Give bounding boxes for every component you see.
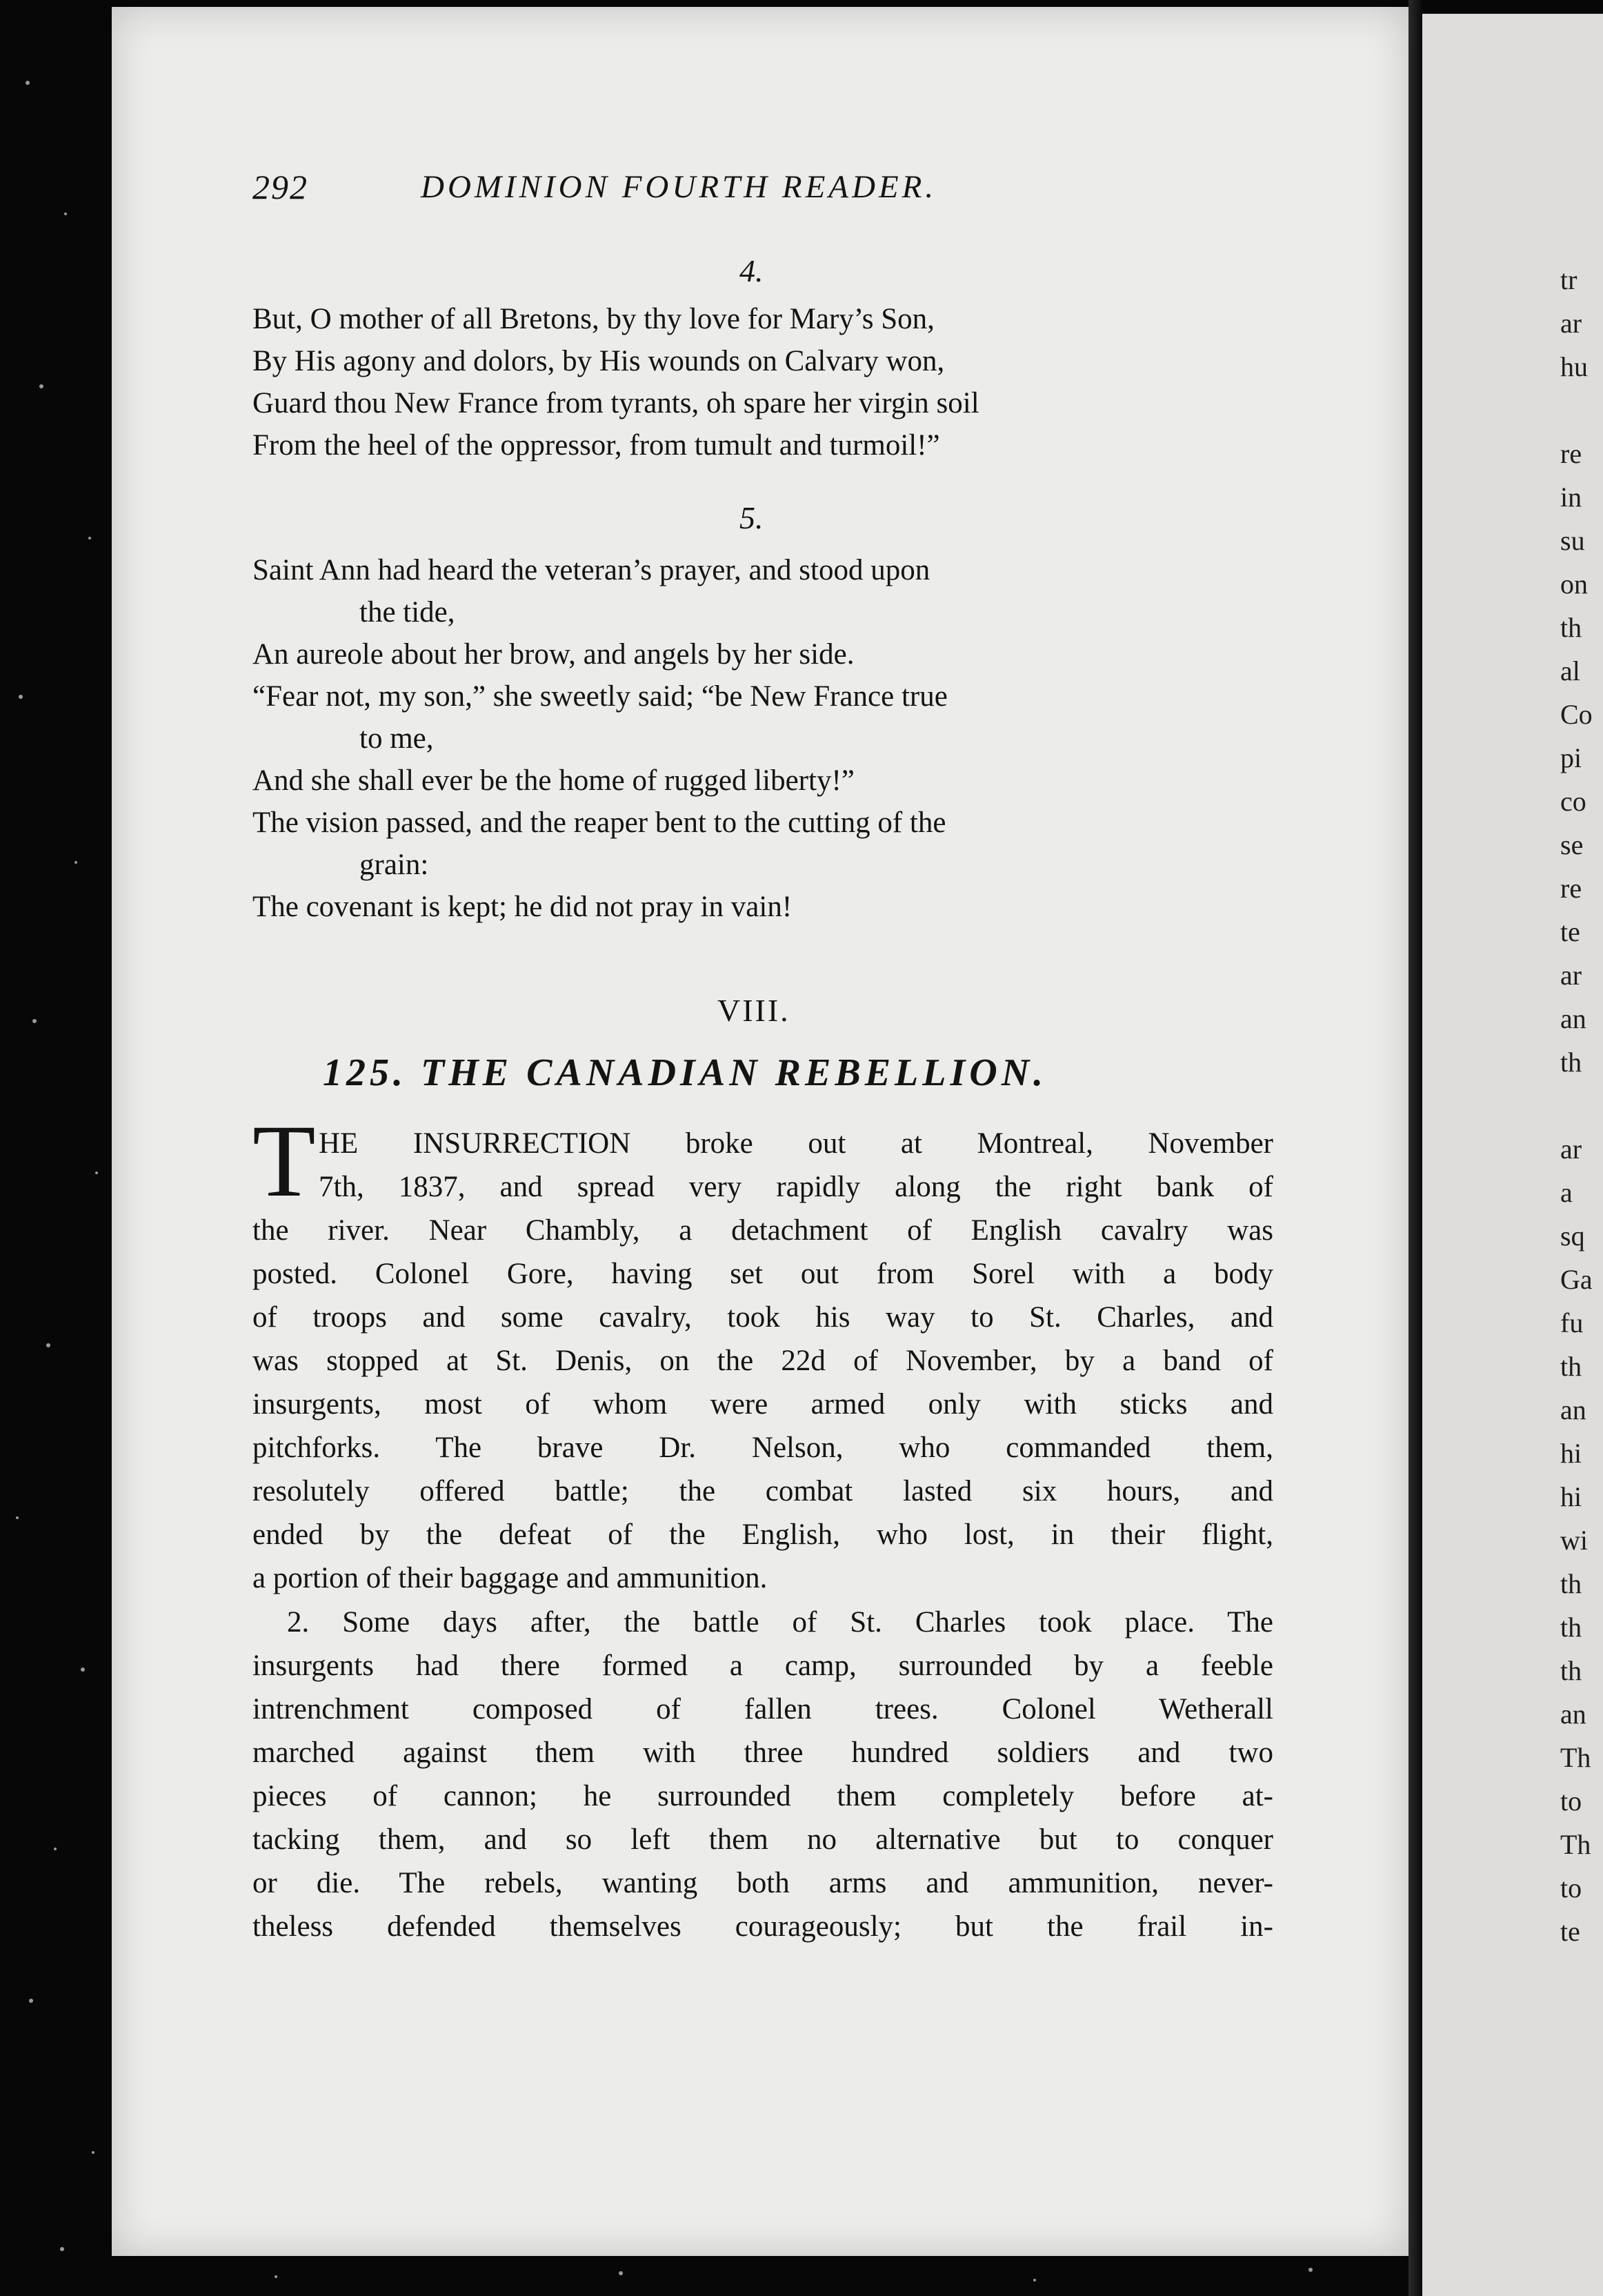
text-line: or die. The rebels, wanting both arms and ammunition, never-	[252, 1867, 1273, 1899]
facing-fragment: th	[1560, 1568, 1582, 1599]
facing-fragment: Ga	[1560, 1264, 1593, 1295]
verse-line: From the heel of the oppressor, from tumult and turmoil!”	[252, 429, 940, 462]
facing-fragment: tr	[1560, 264, 1577, 295]
verse-line: to me,	[359, 722, 434, 755]
facing-fragment: th	[1560, 1351, 1582, 1382]
facing-page-fragments	[1560, 258, 1603, 1953]
facing-fragment: th	[1560, 1612, 1582, 1643]
facing-fragment: Co	[1560, 699, 1593, 730]
facing-fragment: Th	[1560, 1829, 1591, 1860]
paragraph-2	[252, 1601, 1273, 1948]
text-line: marched against them with three hundred soldiers and two	[252, 1736, 1273, 1769]
facing-fragment: an	[1560, 1394, 1586, 1425]
verse-line: By His agony and dolors, by His wounds on Calvary won,	[252, 345, 945, 377]
facing-fragment: hi	[1560, 1481, 1582, 1512]
facing-fragment: su	[1560, 525, 1585, 556]
facing-fragment: fu	[1560, 1307, 1584, 1338]
facing-fragment	[1560, 388, 1603, 432]
facing-fragment: se	[1560, 829, 1584, 860]
text-line: the river. Near Chambly, a detachment of English cavalry was	[252, 1214, 1273, 1247]
facing-fragment: th	[1560, 1655, 1582, 1686]
verse-line: Saint Ann had heard the veteran’s prayer, and stood upon	[252, 554, 930, 586]
facing-fragment: Th	[1560, 1742, 1591, 1773]
facing-fragment: hu	[1560, 351, 1588, 382]
facing-fragment: re	[1560, 873, 1582, 904]
text-line: of troops and some cavalry, took his way to St. Charles, and	[252, 1301, 1273, 1334]
lesson-title: 125. THE CANADIAN REBELLION.	[323, 1051, 1048, 1094]
facing-fragment	[1560, 1084, 1603, 1127]
text-line: theless defended themselves courageously; but the frail in-	[252, 1910, 1273, 1943]
verse-line: And she shall ever be the home of rugged liberty!”	[252, 764, 855, 797]
facing-fragment: an	[1560, 1699, 1586, 1730]
facing-fragment: te	[1560, 916, 1580, 947]
facing-fragment: te	[1560, 1916, 1580, 1947]
verse-line: But, O mother of all Bretons, by thy love for Mary’s Son,	[252, 303, 935, 335]
facing-fragment: sq	[1560, 1220, 1585, 1251]
drop-cap: T	[252, 1104, 316, 1218]
verse-line: grain:	[359, 849, 429, 881]
chapter-number: VIII.	[717, 993, 790, 1028]
text-line: 7th, 1837, and spread very rapidly along the right bank of	[319, 1171, 1273, 1203]
text-line: insurgents had there formed a camp, surrounded by a feeble	[252, 1650, 1273, 1682]
facing-fragment: an	[1560, 1003, 1586, 1034]
text-line: a portion of their baggage and ammunition.	[252, 1562, 768, 1594]
facing-fragment: co	[1560, 786, 1586, 817]
facing-fragment: to	[1560, 1872, 1582, 1903]
facing-fragment: to	[1560, 1785, 1582, 1817]
facing-fragment: ar	[1560, 960, 1582, 991]
text-line: tacking them, and so left them no alternative but to conquer	[252, 1823, 1273, 1856]
paragraph-1	[252, 1122, 1273, 1600]
stanza-4	[252, 298, 1273, 466]
verse-line: “Fear not, my son,” she sweetly said; “be New France true	[252, 680, 948, 713]
text-line: posted. Colonel Gore, having set out from Sorel with a body	[252, 1258, 1273, 1290]
text-line: was stopped at St. Denis, on the 22d of November, by a band of	[252, 1345, 1273, 1377]
facing-fragment: al	[1560, 655, 1580, 686]
facing-fragment: wi	[1560, 1525, 1588, 1556]
text-line: HE INSURRECTION broke out at Montreal, November	[319, 1127, 1273, 1160]
stanza-5	[252, 549, 1273, 928]
text-line: insurgents, most of whom were armed only with sticks and	[252, 1388, 1273, 1421]
facing-fragment: a	[1560, 1177, 1573, 1208]
text-line: 2. Some days after, the battle of St. Charles took place. The	[287, 1606, 1273, 1639]
running-title: DOMINION FOURTH READER.	[421, 169, 937, 205]
verse-line: The covenant is kept; he did not pray in vain!	[252, 891, 793, 923]
stanza-number: 4.	[739, 253, 764, 288]
page-number: 292	[252, 168, 308, 206]
verse-line: The vision passed, and the reaper bent to the cutting of the	[252, 806, 946, 839]
verse-line: the tide,	[359, 596, 455, 629]
facing-fragment: th	[1560, 612, 1582, 643]
facing-fragment: on	[1560, 568, 1588, 600]
stanza-number: 5.	[739, 500, 764, 535]
facing-fragment: ar	[1560, 308, 1582, 339]
verse-line: An aureole about her brow, and angels by her side.	[252, 638, 855, 671]
facing-fragment: ar	[1560, 1134, 1582, 1165]
facing-fragment: in	[1560, 482, 1582, 513]
facing-fragment: hi	[1560, 1438, 1582, 1469]
text-line: pitchforks. The brave Dr. Nelson, who commanded them,	[252, 1432, 1273, 1464]
text-line: resolutely offered battle; the combat lasted six hours, and	[252, 1475, 1273, 1507]
facing-fragment: th	[1560, 1047, 1582, 1078]
text-line: intrenchment composed of fallen trees. Colonel Wetherall	[252, 1693, 1273, 1725]
facing-fragment: re	[1560, 438, 1582, 469]
text-line: pieces of cannon; he surrounded them completely before at-	[252, 1780, 1273, 1812]
text-line: ended by the defeat of the English, who lost, in their flight,	[252, 1518, 1273, 1551]
verse-line: Guard thou New France from tyrants, oh spare her virgin soil	[252, 387, 979, 419]
facing-fragment: pi	[1560, 742, 1582, 773]
